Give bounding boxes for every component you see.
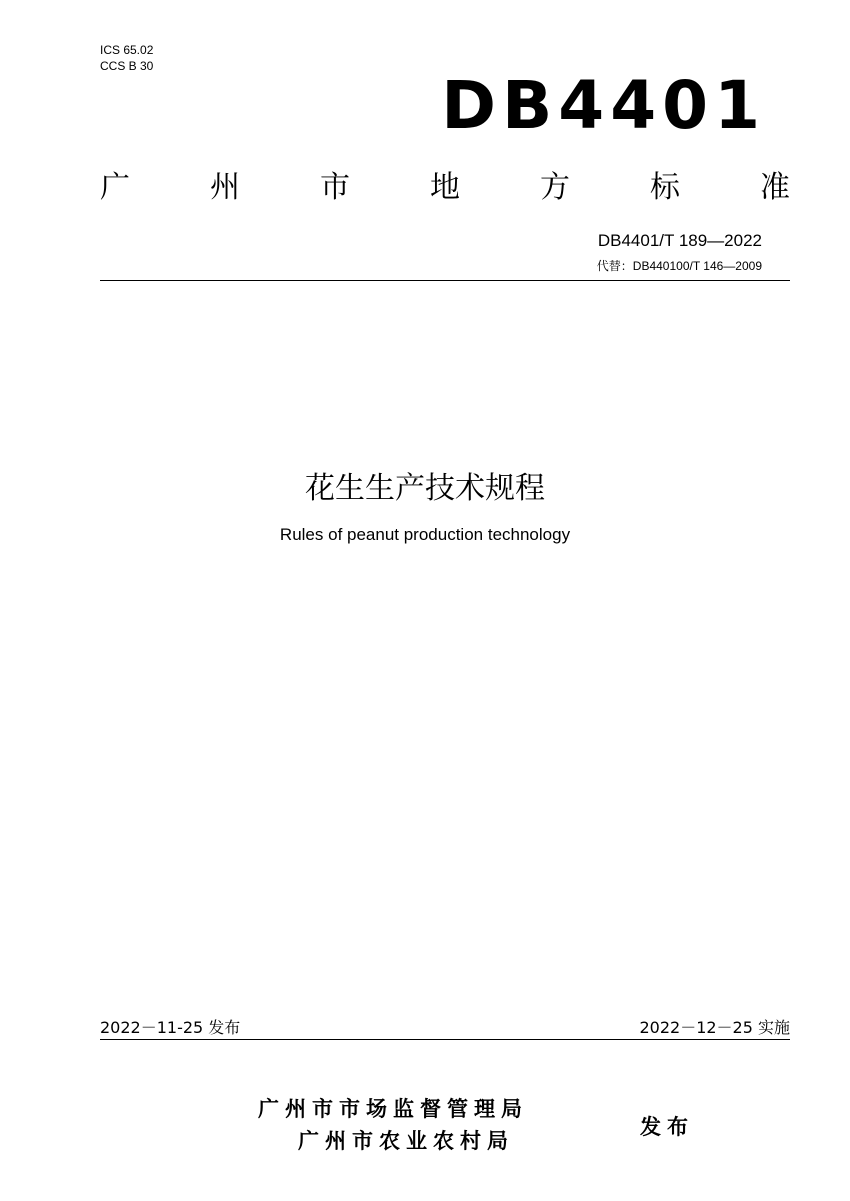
standard-type-char: 方 [540, 170, 570, 205]
document-title-en: Rules of peanut production technology [279, 525, 571, 544]
ics-code: ICS 65.02 [100, 43, 154, 57]
standard-type-char: 标 [650, 170, 680, 205]
classification-codes [100, 42, 153, 74]
ccs-code: CCS B 30 [100, 59, 154, 73]
standard-number: DB4401/T 189—2022 [597, 231, 762, 250]
standard-type-char: 地 [430, 170, 460, 205]
standard-code: DB4401 [441, 67, 766, 144]
replaces-note: 代替：DB440100/T 146—2009 [596, 259, 762, 273]
footer-divider [100, 1039, 790, 1040]
standard-type-char: 州 [210, 170, 240, 205]
issue-date: 2022－11-25 发布 [100, 1018, 241, 1037]
publish-label: 发布 [640, 1115, 694, 1139]
implement-date: 2022－12－25 实施 [639, 1018, 790, 1037]
header-divider [100, 280, 790, 281]
standard-type-char: 准 [760, 170, 790, 205]
issuer-market-regulation: 广州市市场监督管理局 [258, 1097, 528, 1121]
document-title-cn: 花生生产技术规程 [305, 471, 545, 506]
issuer-agriculture: 广州市农业农村局 [298, 1129, 514, 1153]
standard-type-char: 市 [320, 170, 350, 205]
standard-type-heading [100, 168, 790, 208]
standard-type-char: 广 [100, 170, 130, 205]
